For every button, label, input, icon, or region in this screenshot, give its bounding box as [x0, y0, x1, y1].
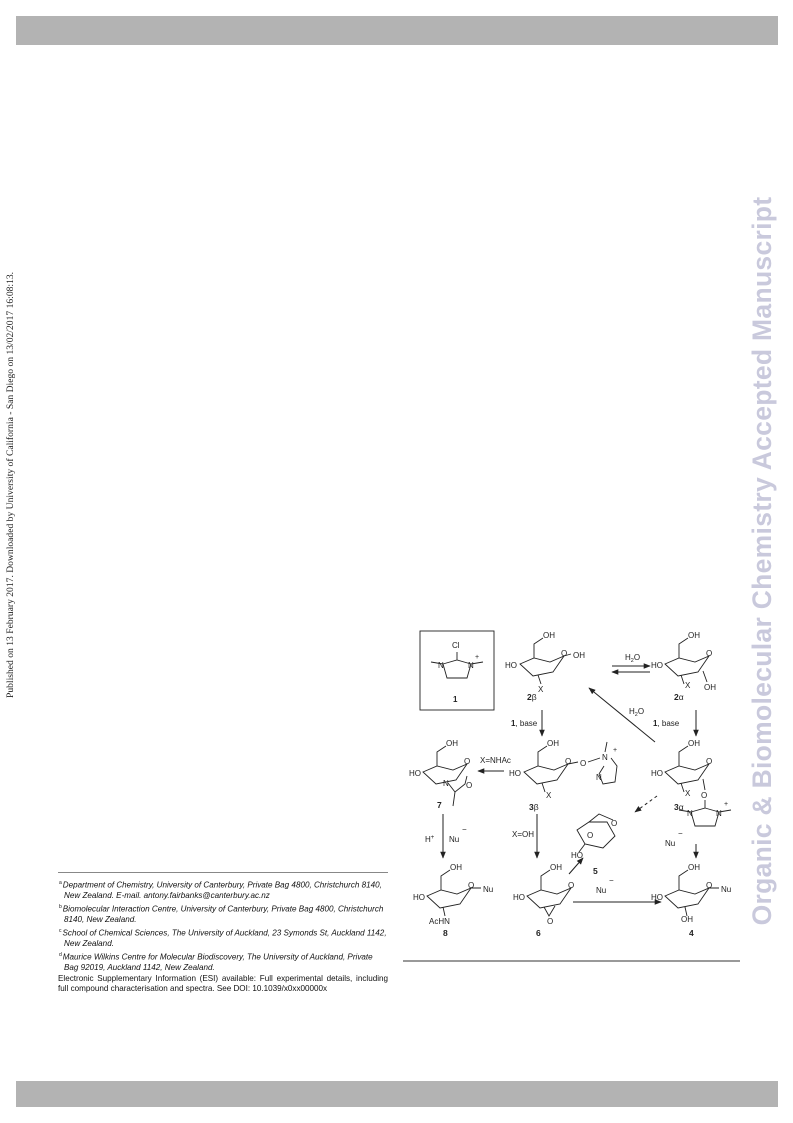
compound-7: 7: [437, 800, 442, 810]
watermark: Organic & Biomolecular Chemistry Accepted Manuscript: [747, 196, 777, 926]
header-bar: [16, 16, 778, 45]
svg-text:OH: OH: [543, 631, 555, 640]
svg-text:HO: HO: [413, 893, 425, 902]
svg-text:OH: OH: [688, 863, 700, 872]
water-label-top: $H_2O$: [625, 653, 641, 664]
svg-text:Nu: Nu: [483, 885, 494, 894]
svg-text:Nu: Nu: [721, 885, 732, 894]
esi-note: Electronic Supplementary Information (ESI) available: Full experimental details, including full compound characterisation and spectra. See DOI: 10.1039/x0xx00000x: [58, 973, 388, 994]
svg-text:O: O: [706, 757, 713, 766]
svg-text:N: N: [438, 661, 444, 670]
sugar-rings: [423, 638, 731, 916]
svg-text:HO: HO: [505, 661, 517, 670]
svg-text:O: O: [561, 649, 568, 658]
svg-text:X: X: [538, 685, 544, 694]
affiliation-a: $^a$Department of Chemistry, University of Canterbury, Private Bag 4800, Christchurch 8140, New Zealand. E-mail. antony.fairbanks@canterbury.ac.nz: [59, 880, 382, 901]
svg-text:N: N: [716, 809, 722, 818]
compound-5: 5: [593, 866, 598, 876]
svg-text:+: +: [613, 747, 618, 754]
svg-text:AcHN: AcHN: [429, 917, 450, 926]
svg-text:HO: HO: [651, 893, 663, 902]
reagent-number: 1: [453, 695, 458, 704]
svg-text:O: O: [568, 881, 575, 890]
nu-label-left: Nu: [449, 835, 460, 844]
svg-text:OH: OH: [446, 739, 458, 748]
affiliation-b: $^b$Biomolecular Interaction Centre, University of Canterbury, Private Bag 4800, Christchurch 8140, New Zealand.: [59, 903, 384, 925]
svg-text:O: O: [706, 881, 713, 890]
svg-text:HO: HO: [409, 769, 421, 778]
reaction-scheme: [403, 626, 741, 956]
nu-label-bottom: Nu: [596, 886, 607, 895]
svg-text:+: +: [724, 801, 729, 808]
compound-2b: 2β: [527, 692, 537, 702]
svg-text:−: −: [609, 876, 614, 885]
compound-6: 6: [536, 928, 541, 938]
svg-text:O: O: [468, 881, 475, 890]
svg-text:N: N: [443, 779, 449, 788]
svg-text:HO: HO: [651, 661, 663, 670]
compound-3b: 3β: [529, 802, 539, 812]
svg-text:O: O: [587, 831, 594, 840]
svg-text:O: O: [547, 917, 554, 926]
reagent-1-structure: [438, 641, 479, 704]
svg-text:O: O: [580, 759, 587, 768]
svg-text:O: O: [565, 757, 572, 766]
arrows: [443, 666, 696, 902]
base-label-right: 1, base: [653, 719, 680, 728]
svg-text:O: O: [466, 781, 473, 790]
svg-text:HO: HO: [509, 769, 521, 778]
svg-text:O: O: [706, 649, 713, 658]
base-label-left: 1, base: [511, 719, 538, 728]
svg-text:OH: OH: [688, 631, 700, 640]
acid-label: H+: [425, 835, 435, 844]
x-oh-label: X=OH: [512, 830, 535, 839]
affiliation-c: $^c$School of Chemical Sciences, The University of Auckland, 23 Symonds St, Auckland 1142, New Zealand.: [59, 927, 387, 949]
svg-text:OH: OH: [450, 863, 462, 872]
compound-4: 4: [689, 928, 694, 938]
svg-text:X: X: [685, 789, 691, 798]
svg-text:Cl: Cl: [452, 641, 460, 650]
svg-text:HO: HO: [651, 769, 663, 778]
svg-text:HO: HO: [513, 893, 525, 902]
svg-text:N: N: [596, 773, 602, 782]
svg-text:O: O: [701, 791, 708, 800]
arrow-labels: [425, 653, 683, 895]
svg-text:OH: OH: [681, 915, 693, 924]
compound-2a: 2α: [674, 692, 684, 702]
water-label-diag: $H_2O$: [629, 707, 645, 718]
svg-text:OH: OH: [573, 651, 585, 660]
svg-text:OH: OH: [688, 739, 700, 748]
svg-text:N: N: [602, 753, 608, 762]
svg-text:N: N: [468, 661, 474, 670]
svg-text:X: X: [685, 681, 691, 690]
nu-label-right: Nu: [665, 839, 676, 848]
svg-text:O: O: [464, 757, 471, 766]
svg-text:+: +: [475, 654, 480, 661]
svg-text:OH: OH: [547, 739, 559, 748]
affiliation-d: $^d$Maurice Wilkins Centre for Molecular Biodiscovery, The University of Auckland, Private Bag 92019, Auckland 1142, New Zealand.: [59, 951, 373, 972]
footer-bar: [16, 1081, 778, 1107]
svg-text:−: −: [462, 825, 467, 834]
svg-text:−: −: [678, 829, 683, 838]
compound-3a: 3α: [674, 802, 684, 812]
svg-text:O: O: [611, 819, 618, 828]
svg-text:HO: HO: [571, 851, 583, 860]
scheme-divider: [403, 960, 740, 962]
svg-text:OH: OH: [704, 683, 716, 692]
svg-text:X: X: [546, 791, 552, 800]
published-note: Published on 13 February 2017. Downloaded by University of California - San Diego on 13/02/2017 16:08:13.: [5, 271, 16, 698]
svg-text:OH: OH: [550, 863, 562, 872]
svg-text:N: N: [687, 809, 693, 818]
compound-8: 8: [443, 928, 448, 938]
x-nhac-label: X=NHAc: [480, 756, 511, 765]
affiliations: [58, 872, 388, 995]
